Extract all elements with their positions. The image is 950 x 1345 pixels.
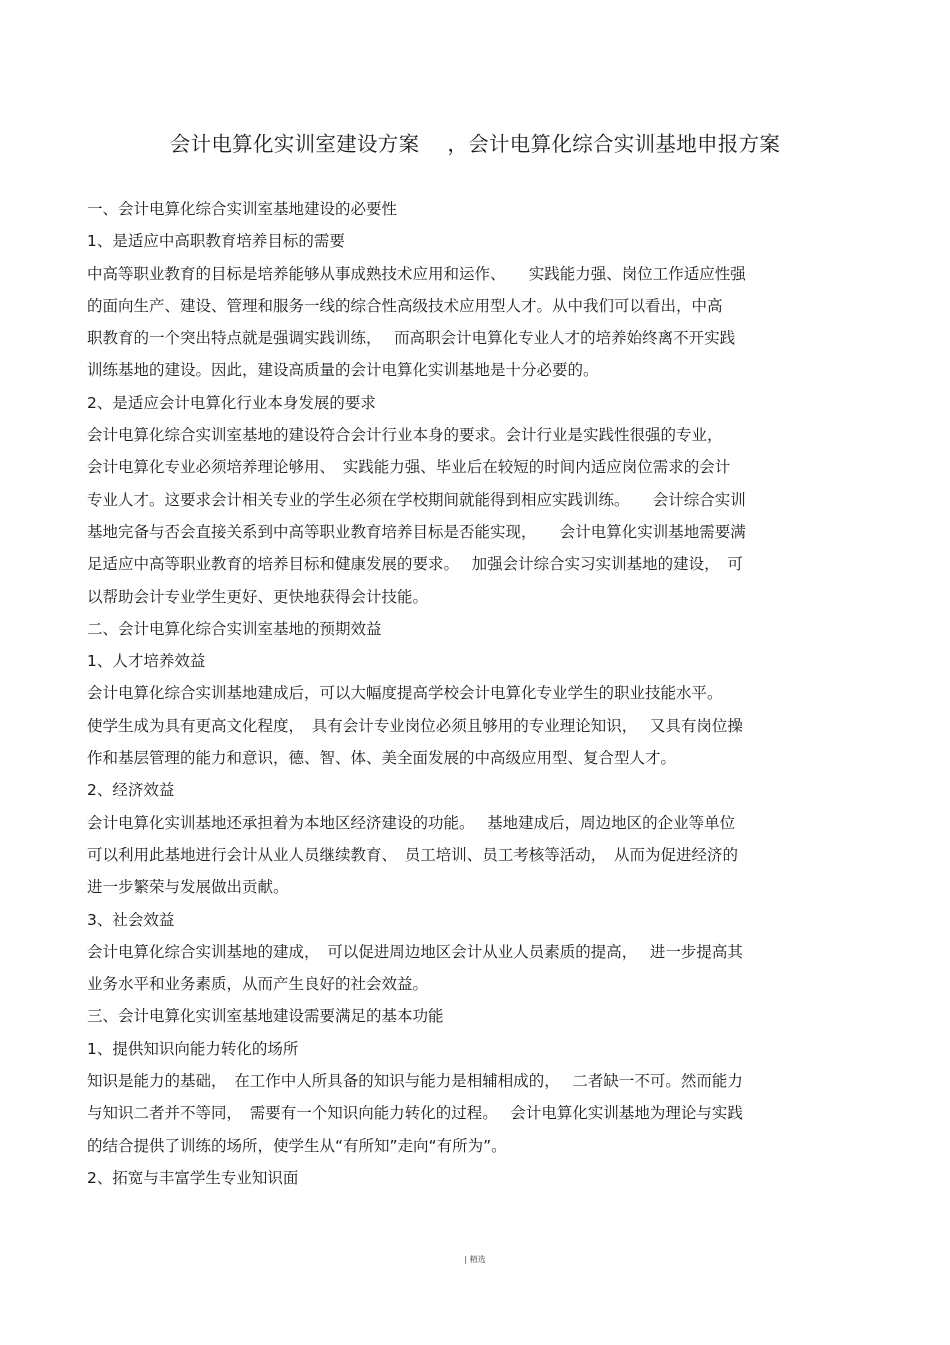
text-line: 以帮助会计专业学生更好、更快地获得会计技能。	[87, 587, 429, 606]
text-line: 与知识二者并不等同， 需要有一个知识向能力转化的过程。 会计电算化实训基地为理论与实践	[87, 1104, 743, 1123]
text-line: 2、拓宽与丰富学生专业知识面	[87, 1168, 299, 1187]
text-line: 中高等职业教育的目标是培养能够从事成熟技术应用和运作、 实践能力强、岗位工作适应性强	[87, 264, 746, 283]
text-line: 会计电算化综合实训基地的建成， 可以促进周边地区会计从业人员素质的提高， 进一步提高其	[87, 942, 743, 961]
text-line: 2、是适应会计电算化行业本身发展的要求	[87, 393, 376, 412]
text-line: 训练基地的建设。因此，建设高质量的会计电算化实训基地是十分必要的。	[87, 361, 599, 380]
text-line: 可以利用此基地进行会计从业人员继续教育、 员工培训、员工考核等活动， 从而为促进经济的	[87, 845, 739, 864]
text-line: 一、会计电算化综合实训室基地建设的必要性	[87, 200, 398, 218]
text-line: 会计电算化实训基地还承担着为本地区经济建设的功能。 基地建成后，周边地区的企业等单位	[87, 813, 736, 832]
text-line: 作和基层管理的能力和意识，德、智、体、美全面发展的中高级应用型、复合型人才。	[87, 749, 677, 768]
text-line: 专业人才。这要求会计相关专业的学生必须在学校期间就能得到相应实践训练。 会计综合实训	[87, 490, 746, 509]
text-line: 基地完备与否会直接关系到中高等职业教育培养目标是否能实现， 会计电算化实训基地需要满	[87, 522, 746, 541]
text-line: 会计电算化专业必须培养理论够用、 实践能力强、毕业后在较短的时间内适应岗位需求的会计	[87, 458, 731, 477]
text-line: 知识是能力的基础， 在工作中人所具备的知识与能力是相辅相成的， 二者缺一不可。然而能力	[87, 1072, 743, 1091]
title-part-1: 会计电算化实训室建设方案	[169, 132, 420, 156]
text-line: 3、社会效益	[87, 910, 175, 929]
text-line: 1、人才培养效益	[87, 652, 206, 671]
document-body	[87, 193, 877, 1194]
text-line: 的面向生产、建设、管理和服务一线的综合性高级技术应用型人才。从中我们可以看出，中高	[87, 296, 723, 315]
text-line: 会计电算化综合实训基地建成后，可以大幅度提高学校会计电算化专业学生的职业技能水平。	[87, 684, 723, 703]
text-line: 使学生成为具有更高文化程度， 具有会计专业岗位必须且够用的专业理论知识， 又具有岗位操	[87, 716, 743, 735]
document-title	[0, 127, 950, 157]
text-line: 1、是适应中高职教育培养目标的需要	[87, 232, 345, 251]
text-line: 的结合提供了训练的场所，使学生从“有所知”走向“有所为”。	[87, 1136, 507, 1155]
text-line: 三、会计电算化实训室基地建设需要满足的基本功能	[87, 1007, 444, 1026]
text-line: 进一步繁荣与发展做出贡献。	[87, 878, 289, 897]
text-line: 足适应中高等职业教育的培养目标和健康发展的要求。 加强会计综合实习实训基地的建设， 可	[87, 555, 743, 574]
text-line: 二、会计电算化综合实训室基地的预期效益	[87, 619, 382, 638]
title-part-2: ，会计电算化综合实训基地申报方案	[447, 132, 781, 156]
text-line: 2、经济效益	[87, 781, 175, 800]
text-line: 职教育的一个突出特点就是强调实践训练， 而高职会计电算化专业人才的培养始终离不开实践	[87, 329, 736, 348]
text-line: 业务水平和业务素质，从而产生良好的社会效益。	[87, 975, 429, 994]
text-line: 1、提供知识向能力转化的场所	[87, 1039, 299, 1058]
text-line: 会计电算化综合实训室基地的建设符合会计行业本身的要求。会计行业是实践性很强的专业，	[87, 426, 723, 445]
page-footer: | 精选	[464, 1255, 486, 1264]
